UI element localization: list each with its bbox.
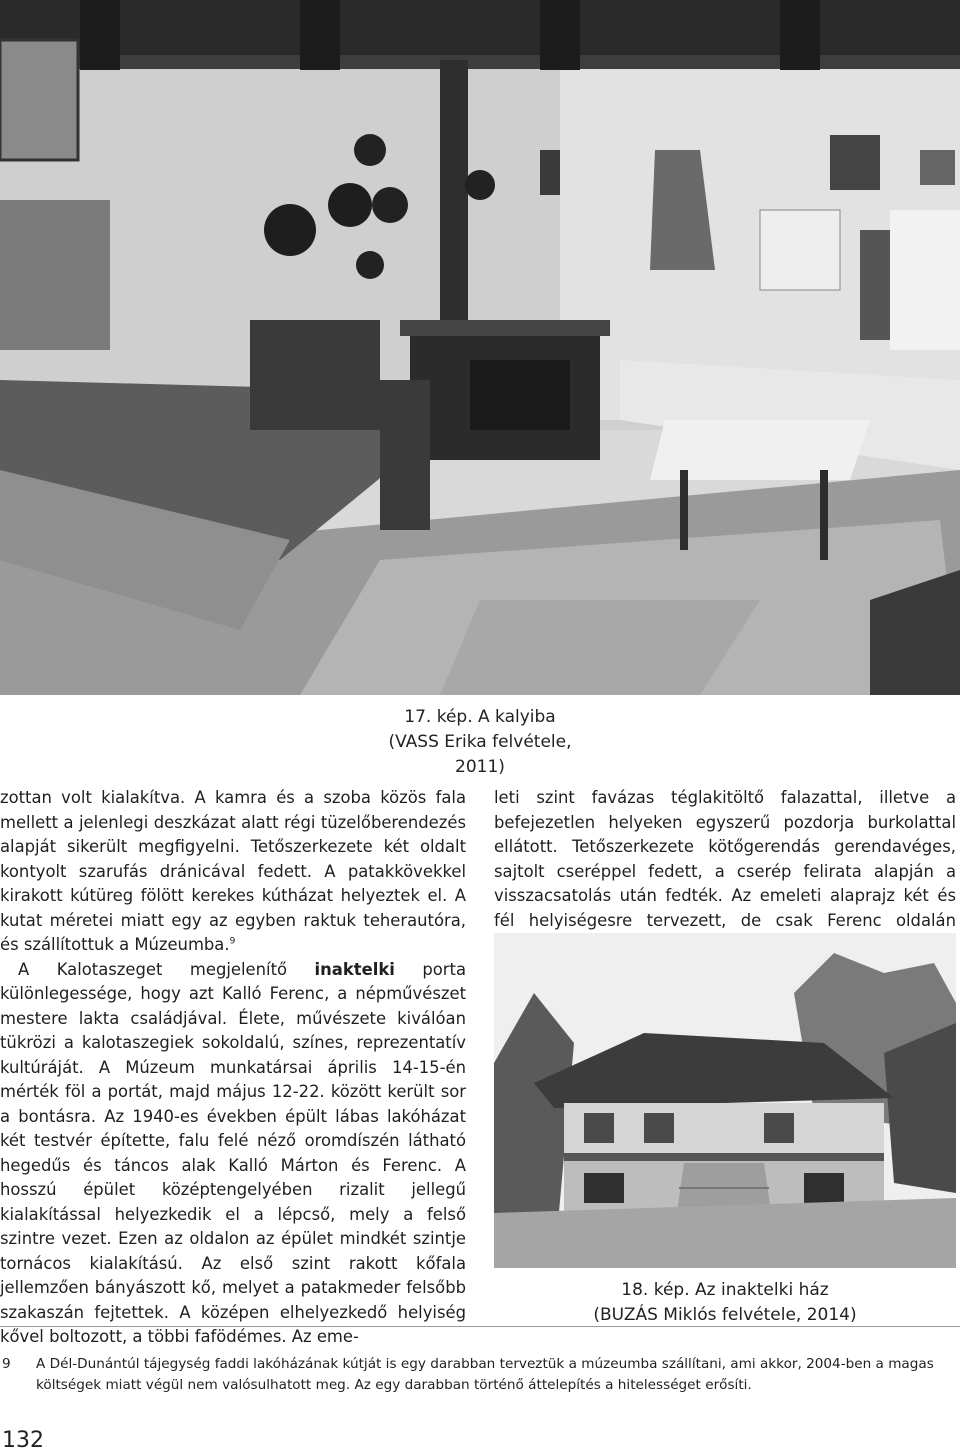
photo-17-caption-title: 17. kép. A kalyiba	[404, 707, 556, 727]
left-paragraph-2	[0, 958, 466, 1350]
left-paragraph-1-text: zottan volt kialakítva. A kamra és a szoba közös fala mellett a jelenlegi deszkázat alatt régi tüzelőberendezés alapját sikerült megfigyelni. Tetőszerkezete két oldalt kontyolt szarufás dránicával fedett. A patakkövekkel kirakott kútüreg fölött kerekes kútházat helyeztek el. A kutat méretei miatt egy az egyben raktuk teherautóra, és szállítottuk a Múzeumba.	[0, 788, 466, 954]
photo-17-caption	[380, 705, 580, 780]
photo-17-caption-credit: (VASS Erika felvétele, 2011)	[388, 732, 572, 777]
photo-17-interior	[0, 0, 960, 695]
photo-18-caption-title: 18. kép. Az inaktelki ház	[621, 1280, 829, 1300]
photo-18-caption	[560, 1278, 890, 1328]
footnote-text: A Dél-Dunántúl tájegység faddi lakóházának kútját is egy darabban terveztük a múzeumba szállítani, ami akkor, 2004-ben a magas költségek miatt végül nem valósulhatott meg. Az egy darabban történő áttelepítés a hitelességet erősíti.	[36, 1356, 934, 1393]
footnote-divider	[0, 1326, 960, 1327]
left-text-column	[0, 786, 466, 1350]
photo-18-house	[494, 933, 956, 1268]
footnote-ref-9: 9	[229, 936, 236, 947]
photo-18-caption-credit: (BUZÁS Miklós felvétele, 2014)	[593, 1305, 857, 1325]
right-paragraph-1: leti szint favázas téglakitöltő falazattal, illetve a befejezetlen helyeken egyszerű pozdorja burkolattal ellátott. Tetőszerkezete kötőgerendás gerendavéges, sajtolt cseréppel fedett, a cserép felirata alapján a visszacsatolás után fedték. Az emeleti alaprajz két és fél helyiségesre tervezett, de csak Ferenc oldalán	[494, 788, 956, 930]
left-paragraph-1	[0, 786, 466, 958]
left-paragraph-2-bold: inaktelki	[314, 959, 395, 979]
right-text-column	[494, 786, 956, 958]
footnote-number: 9	[2, 1356, 11, 1372]
page-number: 132	[2, 1428, 44, 1453]
left-paragraph-2-start: A Kalotaszeget megjelenítő	[18, 959, 315, 979]
left-paragraph-2-rest: porta különlegessége, hogy azt Kalló Ferenc, a népművészet mestere lakta családjával. Élete, művészete kiválóan tükrözi a kalotaszegiek sokoldalú, színes, reprezentatív kultúráját. A Múzeum munkatársai április 14-15-én mérték föl a portát, majd május 12-22. között került sor a bontásra. Az 1940-es években épült lábas lakóházat két testvér építette, falu felé néző oromdíszén látható hegedűs és táncos alak Kalló Márton és Ferenc. A hosszú épület középtengelyében rizalit jellegű kialakítással helyezkedik el a lépcső, mely a felső szintre vezet. Ezen az oldalon az épület mindkét szintje tornácos kialakítású. Az első szint rakott kőfala jellemzően bányászott kő, melyet a patakmeder felsőbb szakaszán fejtettek. A középen elhelyezkedő helyiség kővel boltozott, a többi fafödémes. Az eme-	[0, 959, 466, 1346]
